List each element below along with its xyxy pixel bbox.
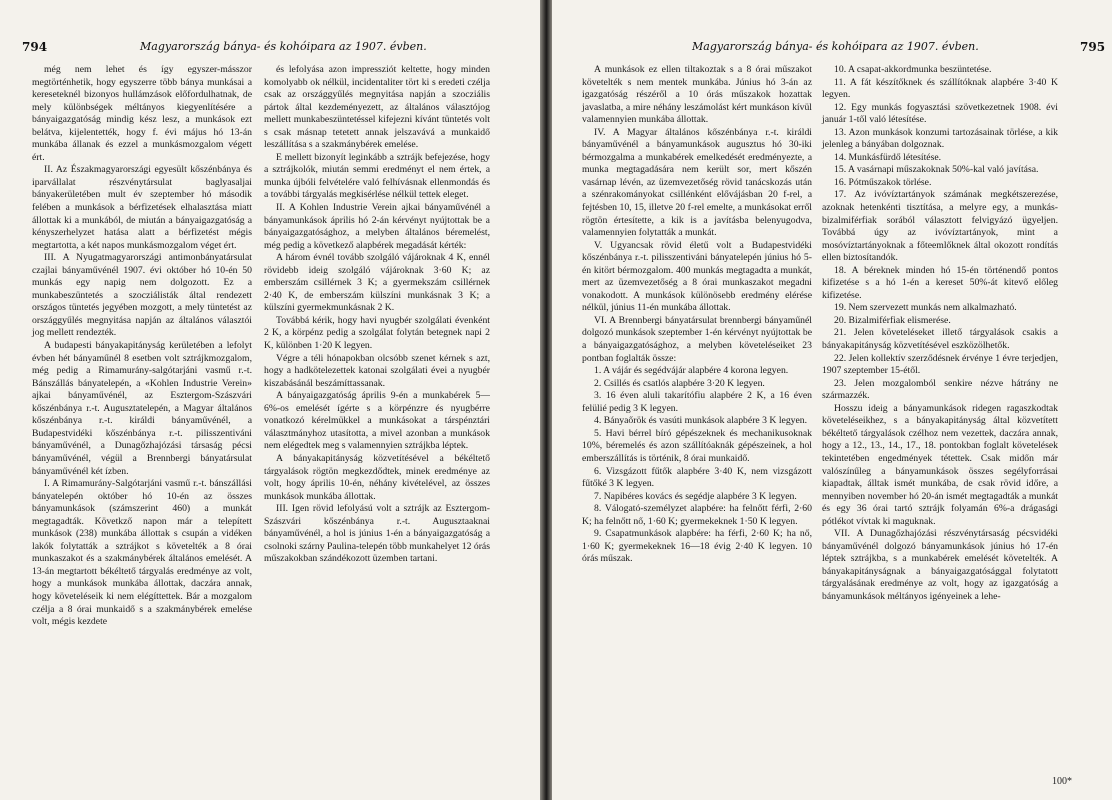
paragraph: I. A Rimamurány-Salgótarjáni vasmű r.-t. bánszállási bányatelepén október hó 10-én az összes bányamunkások (számszerint 460) a munkát megtagadták. Követkző napon már a telepített munkások (238) munkába állottak s csupán a vidéken lakók folytatták a sztrájkot s követelték a 8 órai munkaszakot és a szakmánybérek általános emelését. A 13-án megtartott békéltető tárgyalás eredménye az volt, hogy a munkások munkába állottak, daczára annak, hogy követeléseik ki nem elégíttettek. Bár a mozgalom czélja a 8 órai munkaidő s a szakmánybérek emelése volt, mégis kezdete <box>32 478 252 628</box>
paragraph: E mellett bizonyít leginkább a sztrájk befejezése, hogy a sztrájkolók, miután semmi eredményt el nem értek, a munka újbóli felvételére való felhívásnak ellenmondás és a további tárgyalás megkisérlése nélkül tettek eleget. <box>264 151 490 201</box>
paragraph: Hosszu ideig a bányamunkások ridegen ragaszkodtak követeléseikhez, s a bányakapitányság által közvetített békéltető tárgyalások czélhoz nem vezettek, daczára annak, hogy a 12., 13., 14., 17., 18. pontokban foglalt követelések tekintetében engedmények tétettek. Csak midőn már valószínűleg a bányamunkások összes segélyforrásai kiapadtak, álltak ismét munkába, de csak rövid időre, a mennyiben november hó 20-án ismét megtagadták a munkát és egy 36 órai tartó sztrájk folyamán 6%-a drágasági pótlékot vívtak ki maguknak. <box>822 402 1058 527</box>
paragraph: IV. A Magyar általános kőszénbánya r.-t. királdi bányaművénél a bányamunkások augusztus hó 30-iki bérmozgalma a munkabérek emelkedését eredményezte, a munka megtagadására nem került sor, mert kőszén vasárnap lévén, az üzemvezetőség rövid tanácskozás után a szénrakományokat csillénként elővájásban 20 f-rel, a fejtésben 10, 15, illetve 20 f-rel emelte, a munkásokat erről rögtön értesítette, a kik is a javításba belenyugodva, valamennyien folytatták a munkát. <box>582 126 812 239</box>
paragraph: VII. A Dunagőzhajózási részvénytársaság pécsvidéki bányaművénél dolgozó bányamunkások június hó 17-én léptek sztrájkba, s a munkabérek emelését követelték. A bányakapitányságnak a bányaigazgatósággal folytatott tárgyalásának eredménye az volt, hogy az igazgatóság a bányamunkások méltányos igényeinek a lehe- <box>822 528 1058 602</box>
list-item: 19. Nem szervezett munkás nem alkalmazható. <box>834 302 1017 314</box>
paragraph: II. Az Északmagyarországi egyesült kőszénbánya és iparvállalat részvénytársulat baglyasaljai bányakerületében mult év szeptember hó második felében a munkások a bérfizetések elhalasztása miatt állottak ki a munkából, de miután a bányaigazgatóság a kényszerhelyzet hatása alatt a bérfizetést mégis megtartotta, a két napos munkásmozgalom véget ért. <box>32 164 252 251</box>
list-item: 14. Munkásfürdő létesítése. <box>834 151 942 163</box>
paragraph: III. Igen rövid lefolyású volt a sztrájk az Esztergom-Szászvári kőszénbánya r.-t. Augusztaaknai bányaművénél, a hol is június 1-én a bányaigazgatóság a csolnoki szárny Paulina-telepén több munkahelyet 12 órás műszakokban szándékozott üzemben tartani. <box>264 503 490 565</box>
paragraph: A bányakapitányság közvetítésével a békéltető tárgyalások rögtön megkezdődtek, minek eredménye az volt, hogy április 10-én, néhány kivételével, az összes munkások munkába állottak. <box>264 452 490 502</box>
paragraph: A budapesti bányakapitányság kerületében a lefolyt évben hét bányaműnél 8 esetben volt sztrájkmozgalom, még pedig a Rimamurány-salgótarjáni vasmű r.-t. Bánszállás bányatelepén, a «Kohlen Industrie Verein» ajkai bányaművénél, az Esztergom-Szászvári kőszénbánya r.-t. Augusztatelepén, a Magyar általános kőszénbánya r.-t. királdi bányaművénél, a Budapestvidéki kőszénbánya r.-t. pilisszentiváni bányaművénél, a Dunagőzhajózási társaság pécsi bányaművénél, végül a Brennbergi bányatársulat bányaművénél két ízben. <box>32 340 252 477</box>
left-page <box>0 0 540 800</box>
list-item: 21. Jelen követeléseket illető tárgyalások csakis a bányakapitányság közvetítésével eszközölhetők. <box>822 327 1058 352</box>
paragraph: Továbbá kérik, hogy havi nyugbér szolgálati évenként 2 K, a körpénz pedig a szolgálat folytán betegnek napi 2 K, különben 1·20 K legyen. <box>264 314 490 352</box>
left-page-header <box>22 40 47 54</box>
left-column-1 <box>32 64 252 629</box>
list-item: 1. A vájár és segédvájár alapbére 4 korona legyen. <box>594 365 789 377</box>
list-item: 20. Bizalmiférfiak elismerése. <box>834 314 951 326</box>
list-item: 11. A fát készítőknek és szállítóknak alapbére 3·40 K legyen. <box>822 76 1058 101</box>
right-page-number: 795 <box>1080 40 1106 54</box>
list-item: 23. Jelen mozgalomból senkire nézve hátrány ne származzék. <box>822 377 1058 402</box>
paragraph: V. Ugyancsak rövid életű volt a Budapestvidéki kőszénbánya r.-t. pilisszentiváni bányatelepén június hó 5-én kitört bérmozgalom. 400 munkás megtagadta a munkát, mert az üzemvezetőség a 8 órai munkaszakot megadni vonakodott. A munkások különösebb eredmény elérése nélkül, június 11-én munkába állottak. <box>582 239 812 314</box>
list-item: 15. A vasárnapi műszakoknak 50%-kal való javítása. <box>834 164 1039 176</box>
paragraph: VI. A Brennbergi bányatársulat brennbergi bányaműnél dolgozó munkások szeptember 1-én kérvényt nyújtottak be a bányaigazgatósághoz, a melyben követeléseiket 23 pontban foglalták össze: <box>582 314 812 364</box>
left-column-2 <box>264 64 490 566</box>
list-item: 17. Az ivóvíztartányok számának megkétszerezése, azoknak hetenkénti tisztítása, a melyre egy, a munkás-bizalmiférfiak sorából választott felvigyázó ügyeljen. Továbbá úgy az ivóvíztartányok, mint a mosóvíztartányoknak a főteemlőknek által okozott rondítás ellen biztosítandók. <box>822 189 1058 264</box>
paragraph: III. A Nyugatmagyarországi antimonbányatársulat czajlai bányaművénél 1907. évi október hó 10-én 50 munkás egy napig nem dolgozott. Ez a munkabeszüntetés a szocziálisták által rendezett országos tüntetés jegyében mozgott, a mely tüntetést az országgyűlés megnyitása napján az általános választói jog mellett rendezték. <box>32 252 252 339</box>
list-item: 18. A béreknek minden hó 15-én történendő pontos kifizetése s a hó 1-én a kereset 50%-át kitevő előleg kifizetése. <box>822 264 1058 301</box>
list-item: 5. Havi bérrel bíró gépészeknek és mechanikusoknak 10%, béremelés és azon szállítóaknák gépészeinek, a hol emberszállítás is történik, 8 órai munkaidő. <box>582 427 812 464</box>
paragraph: A munkások ez ellen tiltakoztak s a 8 órai műszakot követelték s nem mentek munkába. Június hó 3-án az igazgatóság részéről a 10 órás műszakok hozattak javaslatba, a mire néhány leszámolást kért munkáson kívül valamennyien munkába állottak. <box>582 64 812 126</box>
list-item: 3. 16 éven aluli takarítófiu alapbére 2 K, a 16 éven felülié pedig 3 K legyen. <box>582 390 812 414</box>
list-item: 7. Napibéres kovács és segédje alapbére 3 K legyen. <box>594 490 797 502</box>
left-running-head: Magyarország bánya- és kohóipara az 1907. évben. <box>140 40 427 53</box>
book-gutter <box>540 0 552 800</box>
paragraph: A bányaigazgatóság április 9-én a munkabérek 5—6%-os emelését ígérte s a körpénzre és nyugbérre vonatkozó kérelmükkel a munkásokat a társpénztári választmányhoz utasította, a mivel azonban a munkások nem elégedtek meg s valamennyien sztrájkba léptek. <box>264 390 490 452</box>
list-item: 6. Vizsgázott fűtők alapbére 3·40 K, nem vizsgázott fűtőké 3 K legyen. <box>582 465 812 490</box>
right-page-header <box>1080 40 1105 54</box>
list-item: 13. Azon munkások konzumi tartozásainak törlése, a kik jelenleg a bányában dolgoznak. <box>822 126 1058 151</box>
printer-signature: 100* <box>1052 776 1072 787</box>
paragraph: még nem lehet és így egyszer-másszor megtörténhetik, hogy egyszerre több bánya munkásai a kereseteknél bizonyos hullámzások előfordulhatnak, de mely különbségek méltányos kiegyenlítésére a bányaigazgatóság mindig kész lesz, a munkások ezt belátva, kijelentették, hogy f. évi május hó 13-án munkába állanak és ezzel a munkásmozgalom végett ért. <box>32 64 252 163</box>
paragraph: és lefolyása azon impressziót keltette, hogy minden komolyabb ok nélkül, incidentaliter tört ki s eredeti czélja csak az országgyűlés megnyitása napján a szocziális pártok által kezdeményezett, az általános választójog mellett munkabeszüntetéssel kifejezni kívánt tüntetés volt s csak másnap tetetett annak jelszavává a munkaidő leszállítása s a szakmánybérek emelése. <box>264 64 490 151</box>
right-column-2 <box>822 64 1058 604</box>
list-item: 9. Csapatmunkások alapbére: ha férfi, 2·60 K; ha nő, 1·60 K; gyermekeknek 16—18 évig 2·40 K legyen. 10 órás műszak. <box>582 528 812 565</box>
paragraph: A három évnél tovább szolgáló vájároknak 4 K, ennél rövidebb ideig szolgáló vájároknak 3·60 K; az emberszám csillérnek 3 K; a gyermekszám csillérnek 2·40 K, de emberszám külszíni munkásnak 3 K; a külszíni gyermekmunkásnak 2 K. <box>264 252 490 314</box>
list-item: 10. A csapat-akkordmunka beszüntetése. <box>834 64 992 75</box>
list-item: 4. Bányaőrök és vasúti munkások alapbére 3 K legyen. <box>594 415 808 427</box>
paragraph: Végre a téli hónapokban olcsóbb szenet kérnek s azt, hogy a hadkötelezettek katonai szolgálati évei a nyugbér kiszabásánál beszámíttassanak. <box>264 352 490 389</box>
left-page-number: 794 <box>22 40 48 54</box>
list-item: 8. Válogató-személyzet alapbére: ha felnőtt férfi, 2·60 K; ha felnőtt nő, 1·60 K; gyermekeknek 1·50 K legyen. <box>582 503 812 527</box>
list-item: 2. Csillés és csatlós alapbére 3·20 K legyen. <box>594 377 765 389</box>
paragraph: II. A Kohlen Industrie Verein ajkai bányaművénél a bányamunkások április hó 2-án kérvényt nyújtottak be a bányaigazgatósághoz, a melyben általános béremelést, még pedig a következő alapbérek megadását kérték: <box>264 202 490 251</box>
list-item: 22. Jelen kollektív szerződésnek érvénye 1 évre terjedjen, 1907 szeptember 15-étől. <box>822 352 1058 377</box>
list-item: 12. Egy munkás fogyasztási szövetkezetnek 1908. évi január 1-től való létesítése. <box>822 101 1058 126</box>
right-page <box>552 0 1112 800</box>
right-column-1 <box>582 64 812 566</box>
list-item: 16. Pótműszakok törlése. <box>834 176 932 188</box>
right-running-head: Magyarország bánya- és kohóipara az 1907. évben. <box>692 40 979 53</box>
